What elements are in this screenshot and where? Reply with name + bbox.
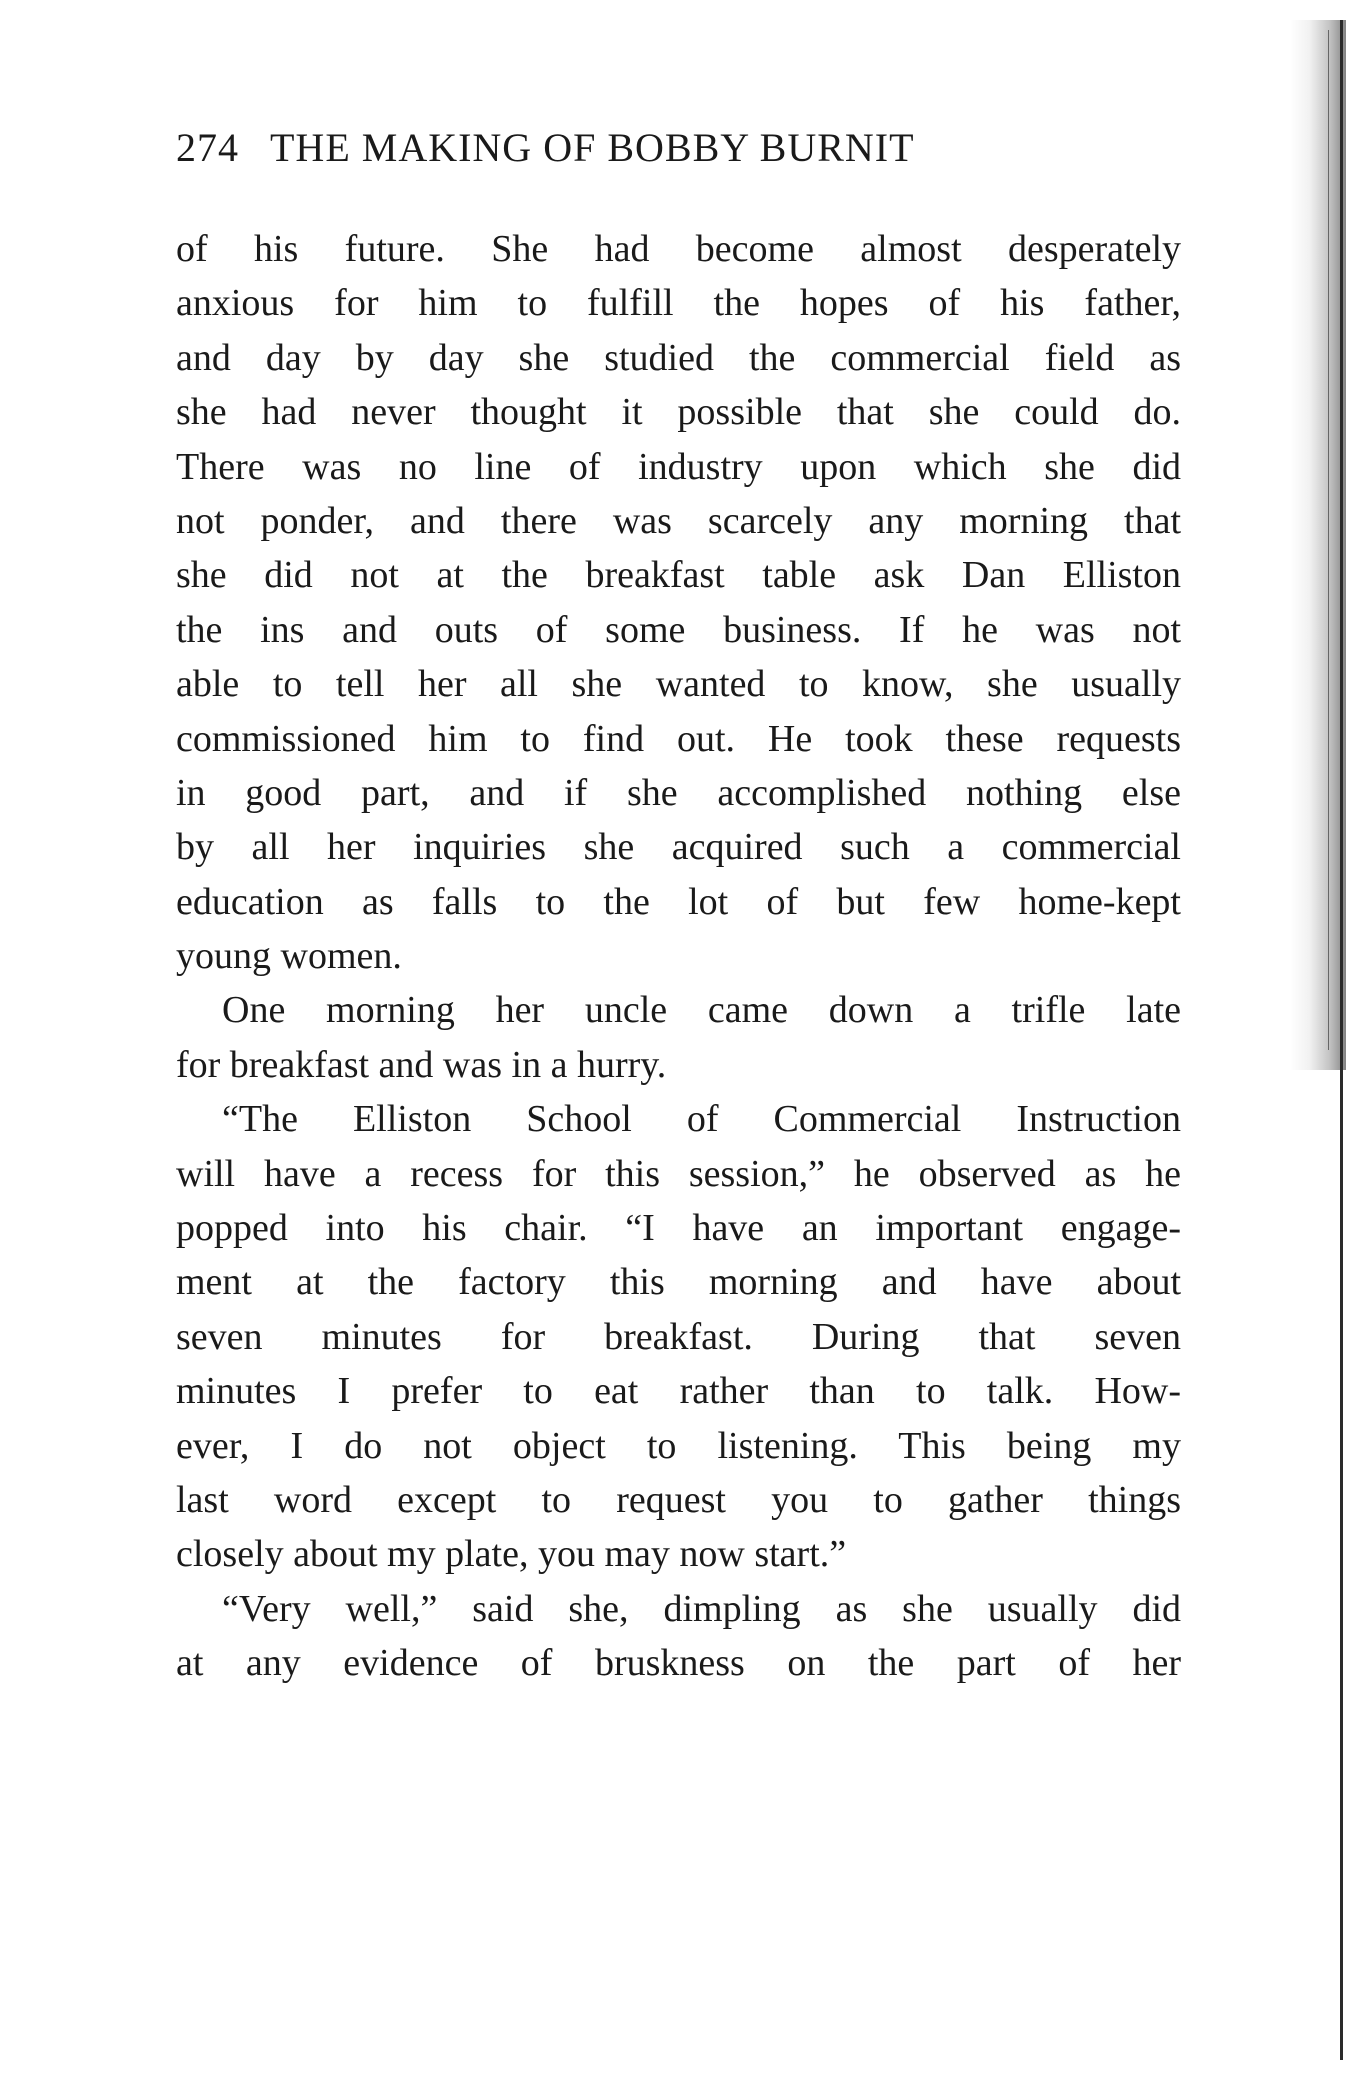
text-line: closely about my plate, you may now start.” — [176, 1533, 847, 1576]
text-line: last word except to request you to gather things — [176, 1478, 1181, 1521]
text-line: by all her inquiries she acquired such a commercial — [176, 826, 1181, 869]
text-line: in good part, and if she accomplished nothing else — [176, 771, 1181, 814]
text-line: “The Elliston School of Commercial Instruction — [222, 1098, 1181, 1141]
text-line: for breakfast and was in a hurry. — [176, 1043, 667, 1086]
body-text — [176, 222, 1181, 1691]
page-edge-inner — [1328, 30, 1329, 1050]
text-line: and day by day she studied the commercial field as — [176, 336, 1181, 379]
text-line: young women. — [176, 935, 402, 978]
text-line: “Very well,” said she, dimpling as she usually did — [222, 1587, 1181, 1630]
text-line: ment at the factory this morning and have about — [176, 1261, 1181, 1304]
text-line: minutes I prefer to eat rather than to talk. How- — [176, 1370, 1181, 1413]
book-title: THE MAKING OF BOBBY BURNIT — [270, 125, 915, 170]
text-line: will have a recess for this session,” he observed as he — [176, 1152, 1181, 1195]
page-edge — [1340, 20, 1343, 2060]
text-line: anxious for him to fulfill the hopes of his father, — [176, 282, 1181, 325]
text-line: able to tell her all she wanted to know, she usually — [176, 663, 1181, 706]
text-line: the ins and outs of some business. If he was not — [176, 608, 1181, 651]
text-line: seven minutes for breakfast. During that seven — [176, 1315, 1181, 1358]
text-line: ever, I do not object to listening. This being my — [176, 1424, 1181, 1467]
text-line: One morning her uncle came down a trifle late — [222, 989, 1181, 1032]
text-line: popped into his chair. “I have an important engage- — [176, 1207, 1181, 1250]
text-line: There was no line of industry upon which she did — [176, 445, 1181, 488]
page-gutter-shadow — [1290, 20, 1346, 1070]
text-line: she did not at the breakfast table ask Dan Elliston — [176, 554, 1181, 597]
text-line: commissioned him to find out. He took these requests — [176, 717, 1181, 760]
text-line: she had never thought it possible that she could do. — [176, 391, 1181, 434]
text-line: not ponder, and there was scarcely any morning that — [176, 499, 1181, 542]
running-head — [176, 124, 1181, 184]
text-line: at any evidence of bruskness on the part of her — [176, 1642, 1181, 1685]
page-number: 274 — [176, 125, 239, 170]
text-line: education as falls to the lot of but few home-kept — [176, 880, 1181, 923]
text-line: of his future. She had become almost desperately — [176, 228, 1181, 270]
